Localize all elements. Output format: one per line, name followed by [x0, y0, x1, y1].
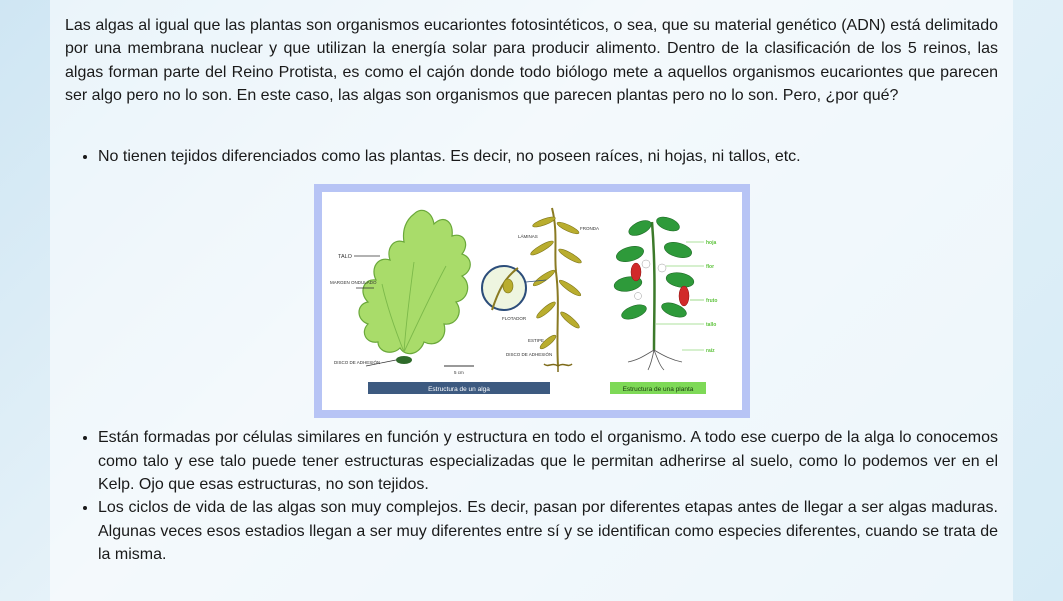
label-talo: TALO: [337, 254, 352, 261]
caption-plant: Estructura de una planta: [622, 386, 693, 394]
plant-stem: [652, 222, 655, 350]
kelp-stipe: [552, 208, 558, 366]
figure-illustration: [322, 192, 742, 410]
label-raiz: raíz: [705, 348, 715, 355]
label-escala: 5 cm: [453, 370, 464, 376]
caption-alga: Estructura de un alga: [427, 386, 490, 394]
bullet-list-1: [65, 145, 998, 168]
holdfast: [396, 356, 412, 364]
label-fronda: FRONDA: [579, 226, 599, 232]
label-margen: MARGEN ONDULADO: [329, 280, 377, 286]
alga-vs-plant-figure: [314, 184, 750, 418]
label-flotador: FLOTADOR: [501, 316, 526, 322]
figure-container: [65, 184, 998, 410]
bullet-list-2: [65, 426, 998, 566]
label-laminas: LÁMINAS: [517, 234, 538, 240]
list-item: • Están formadas por células similares en función y estructura en todo el organismo. A todo ese cuerpo de la alga lo conocemos como talo y ese talo puede tener estructuras especializadas que le permitan adherirse al suelo, como lo podemos ver en el Kelp. Ojo que esas estructuras, no son tejidos.: [98, 426, 998, 496]
list-item: • No tienen tejidos diferenciados como las plantas. Es decir, no poseen raíces, ni hojas, ni tallos, etc.: [98, 145, 998, 168]
label-tallo: tallo: [705, 322, 716, 329]
label-disco-2: DISCO DE ADHESIÓN: [505, 352, 552, 358]
plant-roots: [628, 350, 682, 370]
label-fruto: fruto: [705, 298, 717, 305]
intro-paragraph: Las algas al igual que las plantas son organismos eucariontes fotosintéticos, o sea, que su material genético (ADN) está delimitado por una membrana nuclear y que utilizan la energía solar para producir alimento. Dentro de la clasificación de los 5 reinos, las algas forman parte del Reino Protista, es como el cajón donde todo biólogo mete a aquellos organismos eucariontes que parecen ser algo pero no lo son. En este caso, las algas son organismos que parecen plantas pero no lo son. Pero, ¿por qué?: [65, 17, 998, 104]
article-content: [50, 0, 1013, 601]
label-disco: DISCO DE ADHESIÓN: [333, 360, 380, 366]
label-flor: flor: [705, 264, 714, 271]
label-estipe: ESTIPE: [527, 338, 544, 344]
label-hoja: hoja: [705, 240, 716, 247]
list-item: • Los ciclos de vida de las algas son muy complejos. Es decir, pasan por diferentes etapas antes de llegar a ser algas maduras. Algunas veces esos estadios llegan a ser muy diferentes entre sí y se identifican como especies diferentes, cuando se trata de la misma.: [98, 496, 998, 566]
